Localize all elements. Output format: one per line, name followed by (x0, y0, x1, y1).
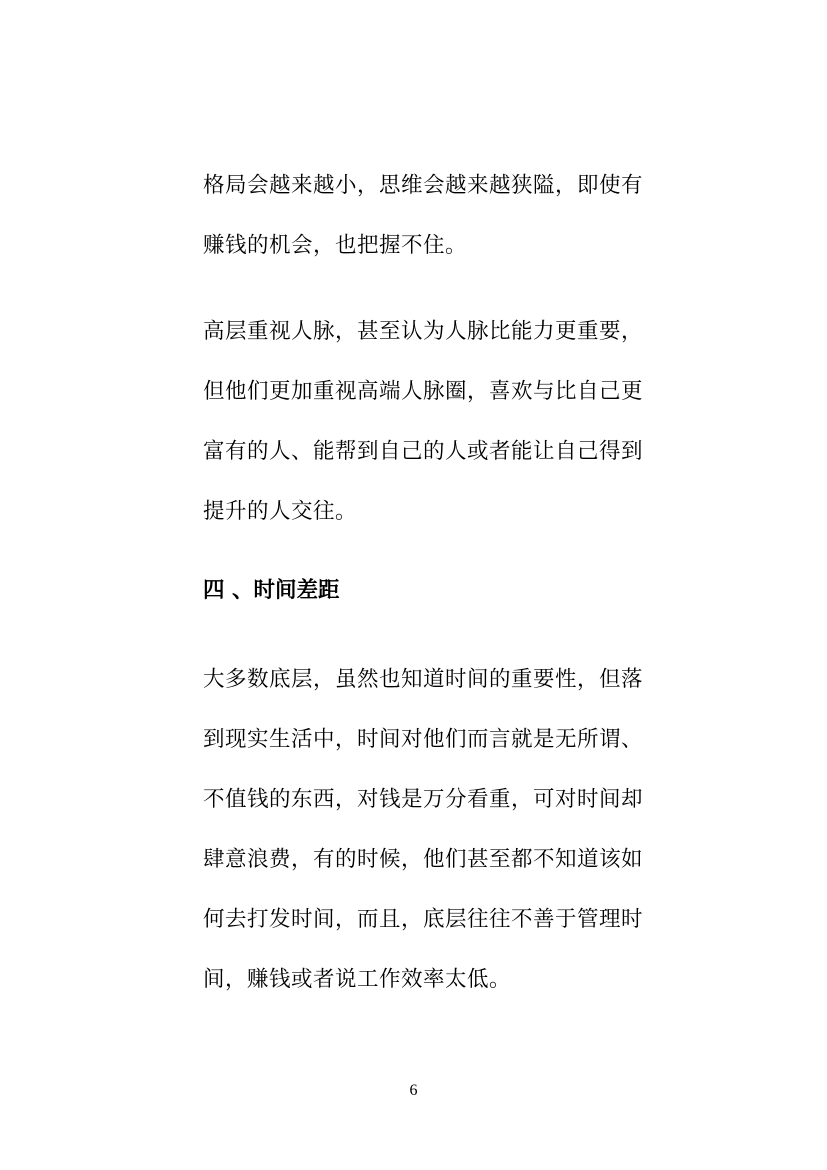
paragraph-line: 不值钱的东西，对钱是万分看重，可对时间却 (203, 787, 644, 812)
paragraph-1 (203, 156, 663, 276)
paragraph-line: 格局会越来越小，思维会越来越狭隘，即使有 (203, 173, 644, 198)
paragraph-line: 肆意浪费，有的时候，他们甚至都不知道该如 (203, 847, 644, 872)
paragraph-line: 何去打发时间，而且，底层往往不善于管理时 (203, 907, 644, 932)
paragraph-line: 间，赚钱或者说工作效率太低。 (203, 967, 512, 992)
paragraph-2 (203, 302, 663, 542)
paragraph-line: 提升的人交往。 (203, 499, 358, 524)
paragraph-line: 赚钱的机会，也把握不住。 (203, 233, 468, 258)
section-heading: 四 、时间差距 (203, 578, 340, 603)
paragraph-line: 大多数底层，虽然也知道时间的重要性，但落 (203, 667, 644, 692)
paragraph-line: 但他们更加重视高端人脉圈，喜欢与比自己更 (203, 379, 644, 404)
page-number: 6 (409, 1082, 418, 1099)
paragraph-line: 高层重视人脉，甚至认为人脉比能力更重要， (203, 319, 644, 344)
paragraph-line: 富有的人、能帮到自己的人或者能让自己得到 (203, 439, 644, 464)
paragraph-line: 到现实生活中，时间对他们而言就是无所谓、 (203, 727, 644, 752)
paragraph-3 (203, 650, 663, 1010)
